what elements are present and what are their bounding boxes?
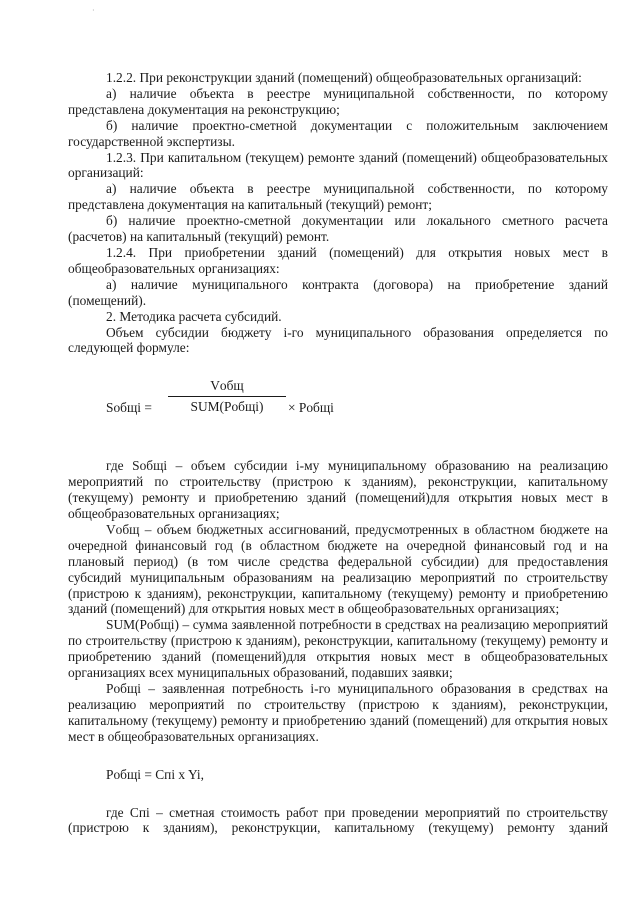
paragraph-1-2-3-a: а) наличие объекта в реестре муниципальной собственности, по которому представлена документация на капитальный (текущий) ремонт; — [68, 181, 608, 213]
formula-rhs: × Pобщi — [288, 400, 334, 416]
paragraph-1-2-2-a: а) наличие объекта в реестре муниципальной собственности, по которому представлена документация на реконструкцию; — [68, 85, 608, 117]
paragraph-1-2-2-b: б) наличие проектно-сметной документации с положительным заключением государственной экспертизы. — [68, 117, 608, 149]
paragraph-1-2-3: 1.2.3. При капитальном (текущем) ремонте зданий (помещений) общеобразовательных организаций: — [68, 149, 608, 181]
formula-need: Pобщi = Cпi x Yi, — [106, 766, 204, 782]
definition-s: где Sобщi – объем субсидии i-му муниципальному образованию на реализацию мероприятий по строительству (пристрою к зданиям), реконструкции, капитальному (текущему) ремонту и приобретению зданий (помещений)для открытия новых мест в общеобразовательных организациях; — [68, 458, 608, 522]
formula-fraction — [168, 378, 286, 415]
scan-mark: · — [92, 6, 95, 15]
definition-c: где Cпi – сметная стоимость работ при проведении мероприятий по строительству (пристрою к зданиям), реконструкции, капитальному (текущему) ремонту зданий — [68, 804, 608, 836]
section-2-heading: 2. Методика расчета субсидий. — [106, 308, 282, 324]
paragraph-formula-intro: Объем субсидии бюджету i-го муниципального образования определяется по следующей формуле: — [68, 324, 608, 356]
formula-subsidy — [68, 378, 608, 438]
formula-lhs: Sобщi = — [106, 400, 152, 416]
paragraph-1-2-2: 1.2.2. При реконструкции зданий (помещений) общеобразовательных организаций: — [106, 70, 582, 85]
definition-p: Pобщi – заявленная потребность i-го муниципального образования в средствах на реализацию мероприятий по строительству (пристрою к зданиям), реконструкции, капитальному (текущему) ремонту и приобретению зданий (помещений) для открытия новых мест в общеобразовательных организациях. — [68, 681, 608, 744]
paragraph-1-2-4-a: а) наличие муниципального контракта (договора) на приобретение зданий (помещений). — [68, 276, 608, 308]
document-body — [68, 70, 608, 836]
formula-numerator: Vобщ — [168, 378, 286, 397]
definition-v: Vобщ – объем бюджетных ассигнований, предусмотренных в областном бюджете на очередной финансовый год (в областном бюджете на очередной финансовый год и на плановый период) (в том числе средства федеральной субсидии) для предоставления субсидий муниципальным образованиям на реализацию мероприятий по строительству (пристрою к зданиям), реконструкции, капитальному (текущему) ремонту и приобретению зданий (помещений) для открытия новых мест в общеобразовательных организациях; — [68, 521, 608, 617]
paragraph-1-2-4: 1.2.4. При приобретении зданий (помещений) для открытия новых мест в общеобразовательных организациях: — [68, 244, 608, 276]
paragraph-1-2-3-b: б) наличие проектно-сметной документации или локального сметного расчета (расчетов) на капитальный (текущий) ремонт. — [68, 213, 608, 245]
definition-sum: SUM(Pобщi) – сумма заявленной потребности в средствах на реализацию мероприятий по строительству (пристрою к зданиям), реконструкции, капитальному (текущему) ремонту и приобретению зданий (помещений)для открытия новых мест в общеобразовательных организациях всех муниципальных образований, подавших заявки; — [68, 617, 608, 681]
formula-denominator: SUM(Pобщi) — [190, 399, 264, 415]
